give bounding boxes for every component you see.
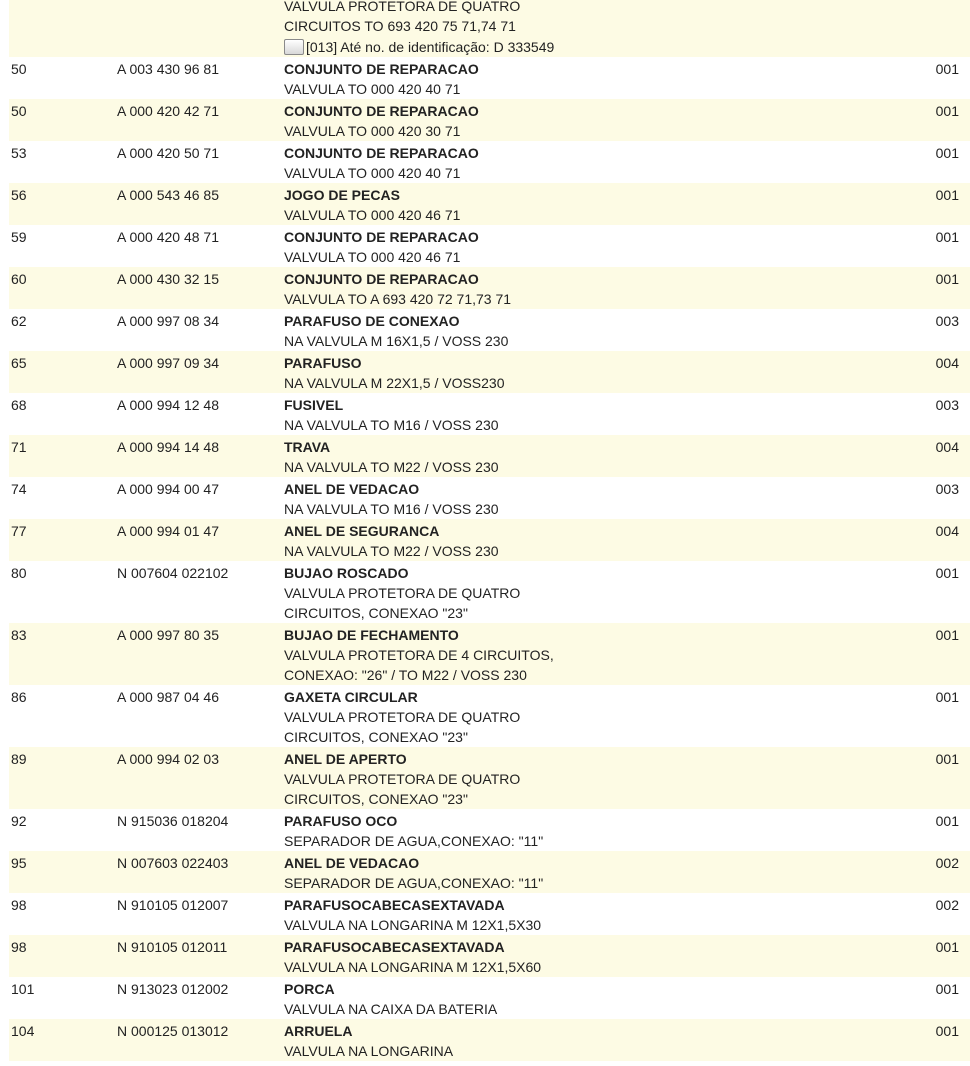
part-name: CONJUNTO DE REPARACAO [284, 271, 479, 287]
description-line: CIRCUITOS, CONEXAO "23" [284, 729, 468, 745]
document-icon[interactable] [284, 39, 304, 55]
position-number: 50 [11, 61, 27, 77]
part-description [284, 851, 970, 893]
position-number: 101 [11, 981, 35, 997]
part-name: PARAFUSOCABECASEXTAVADA [284, 897, 505, 913]
table-row [9, 1019, 970, 1061]
part-name: ANEL DE VEDACAO [284, 855, 420, 871]
position-number: 65 [11, 355, 27, 371]
table-row [9, 141, 970, 183]
part-number[interactable]: N 000125 013012 [117, 1023, 229, 1039]
description-line: VALVULA TO 000 420 40 71 [284, 165, 461, 181]
part-number[interactable]: A 000 994 12 48 [117, 397, 219, 413]
part-description [284, 1019, 970, 1061]
table-row [9, 685, 970, 747]
part-name: BUJAO ROSCADO [284, 565, 409, 581]
quantity: 001 [935, 103, 959, 119]
part-description [284, 477, 970, 519]
part-description [284, 519, 970, 561]
part-description [284, 809, 970, 851]
table-row [9, 225, 970, 267]
table-row [9, 977, 970, 1019]
description-line: VALVULA PROTETORA DE 4 CIRCUITOS, [284, 647, 554, 663]
part-number[interactable]: A 000 997 80 35 [117, 627, 219, 643]
position-number: 59 [11, 229, 27, 245]
part-description [284, 747, 970, 809]
part-description [284, 309, 970, 351]
part-number[interactable]: A 000 997 08 34 [117, 313, 219, 329]
part-description [284, 685, 970, 747]
position-number: 77 [11, 523, 27, 539]
quantity: 001 [935, 565, 959, 581]
description-line: VALVULA PROTETORA DE QUATRO [284, 585, 521, 601]
part-number[interactable]: A 000 430 32 15 [117, 271, 219, 287]
parts-row-continuation [9, 0, 970, 57]
part-name: CONJUNTO DE REPARACAO [284, 103, 479, 119]
part-name: JOGO DE PECAS [284, 187, 400, 203]
part-description [284, 351, 970, 393]
position-number: 53 [11, 145, 27, 161]
table-row [9, 519, 970, 561]
description-line: NA VALVULA TO M22 / VOSS 230 [284, 543, 499, 559]
table-row [9, 935, 970, 977]
quantity: 001 [935, 271, 959, 287]
identification-note[interactable] [284, 37, 970, 57]
quantity: 001 [935, 689, 959, 705]
table-row [9, 183, 970, 225]
description-line: VALVULA TO 000 420 46 71 [284, 249, 461, 265]
position-number: 62 [11, 313, 27, 329]
description-line: NA VALVULA TO M22 / VOSS 230 [284, 459, 499, 475]
part-name: ANEL DE SEGURANCA [284, 523, 440, 539]
description-line: VALVULA PROTETORA DE QUATRO [284, 771, 521, 787]
position-number: 104 [11, 1023, 35, 1039]
position-number: 50 [11, 103, 27, 119]
part-name: CONJUNTO DE REPARACAO [284, 145, 479, 161]
part-number[interactable]: A 000 543 46 85 [117, 187, 219, 203]
table-row [9, 809, 970, 851]
description-line: CONEXAO: "26" / TO M22 / VOSS 230 [284, 667, 527, 683]
table-row [9, 561, 970, 623]
part-number[interactable]: A 000 997 09 34 [117, 355, 219, 371]
position-number: 92 [11, 813, 27, 829]
description-line: NA VALVULA TO M16 / VOSS 230 [284, 501, 499, 517]
table-row [9, 351, 970, 393]
description-line: CIRCUITOS, CONEXAO "23" [284, 791, 468, 807]
position-number: 71 [11, 439, 27, 455]
part-description [284, 435, 970, 477]
table-row [9, 435, 970, 477]
note-text: [013] Até no. de identificação: D 333549 [306, 39, 555, 55]
quantity: 004 [935, 439, 959, 455]
description-line: NA VALVULA TO M16 / VOSS 230 [284, 417, 499, 433]
part-number[interactable]: N 910105 012011 [117, 939, 228, 955]
part-description [284, 623, 970, 685]
quantity: 001 [935, 939, 959, 955]
part-number[interactable]: A 000 987 04 46 [117, 689, 219, 705]
part-number[interactable]: N 007603 022403 [117, 855, 229, 871]
part-number[interactable]: N 913023 012002 [117, 981, 229, 997]
quantity: 001 [935, 627, 959, 643]
part-number[interactable]: A 000 420 42 71 [117, 103, 219, 119]
description-line: NA VALVULA M 16X1,5 / VOSS 230 [284, 333, 509, 349]
part-name: PARAFUSO DE CONEXAO [284, 313, 460, 329]
part-description [284, 99, 970, 141]
part-description [284, 561, 970, 623]
quantity: 004 [935, 523, 959, 539]
position-number: 86 [11, 689, 27, 705]
part-name: ARRUELA [284, 1023, 353, 1039]
description-line: CIRCUITOS, CONEXAO "23" [284, 605, 468, 621]
table-row [9, 623, 970, 685]
table-row [9, 393, 970, 435]
quantity: 001 [935, 981, 959, 997]
quantity: 003 [935, 313, 959, 329]
part-description [284, 893, 970, 935]
position-number: 95 [11, 855, 27, 871]
part-description [284, 267, 970, 309]
part-number[interactable]: A 003 430 96 81 [117, 61, 219, 77]
table-row [9, 267, 970, 309]
description-line: SEPARADOR DE AGUA,CONEXAO: "11" [284, 833, 544, 849]
part-description [284, 977, 970, 1019]
description-line: VALVULA NA LONGARINA [284, 1043, 454, 1059]
quantity: 002 [935, 897, 959, 913]
description-line: VALVULA NA LONGARINA M 12X1,5X60 [284, 959, 542, 975]
table-row [9, 851, 970, 893]
quantity: 001 [935, 229, 959, 245]
table-row [9, 747, 970, 809]
description-line: VALVULA TO 000 420 40 71 [284, 81, 461, 97]
table-row [9, 309, 970, 351]
part-description [284, 393, 970, 435]
part-name: PARAFUSOCABECASEXTAVADA [284, 939, 505, 955]
quantity: 001 [935, 61, 959, 77]
table-row [9, 477, 970, 519]
part-number[interactable]: A 000 994 00 47 [117, 481, 219, 497]
part-name: PARAFUSO OCO [284, 813, 398, 829]
position-number: 80 [11, 565, 27, 581]
part-number[interactable]: A 000 420 50 71 [117, 145, 219, 161]
quantity: 004 [935, 355, 959, 371]
description-line: CIRCUITOS TO 693 420 75 71,74 71 [284, 18, 516, 34]
table-row [9, 57, 970, 99]
position-number: 89 [11, 751, 27, 767]
position-number: 98 [11, 897, 27, 913]
quantity: 003 [935, 481, 959, 497]
part-description [284, 225, 970, 267]
description-line: VALVULA TO A 693 420 72 71,73 71 [284, 291, 512, 307]
part-description [284, 935, 970, 977]
part-name: TRAVA [284, 439, 331, 455]
position-number: 83 [11, 627, 27, 643]
part-name: FUSIVEL [284, 397, 344, 413]
description-line: VALVULA PROTETORA DE QUATRO [284, 0, 521, 14]
description-line: NA VALVULA M 22X1,5 / VOSS230 [284, 375, 505, 391]
part-description [284, 141, 970, 183]
part-number[interactable]: A 000 420 48 71 [117, 229, 219, 245]
description-line: VALVULA NA CAIXA DA BATERIA [284, 1001, 498, 1017]
part-description [284, 183, 970, 225]
position-number: 74 [11, 481, 27, 497]
table-row [9, 99, 970, 141]
description-line: VALVULA TO 000 420 30 71 [284, 123, 461, 139]
description-line: SEPARADOR DE AGUA,CONEXAO: "11" [284, 875, 544, 891]
description-line: VALVULA NA LONGARINA M 12X1,5X30 [284, 917, 542, 933]
part-number[interactable]: N 915036 018204 [117, 813, 229, 829]
description-line: VALVULA PROTETORA DE QUATRO [284, 709, 521, 725]
part-number[interactable]: N 910105 012007 [117, 897, 229, 913]
parts-table-body [9, 57, 970, 1061]
quantity: 002 [935, 855, 959, 871]
position-number: 56 [11, 187, 27, 203]
description-line: VALVULA TO 000 420 46 71 [284, 207, 461, 223]
table-row [9, 893, 970, 935]
quantity: 001 [935, 1023, 959, 1039]
part-name: GAXETA CIRCULAR [284, 689, 418, 705]
part-name: BUJAO DE FECHAMENTO [284, 627, 459, 643]
quantity: 001 [935, 813, 959, 829]
part-number[interactable]: N 007604 022102 [117, 565, 229, 581]
part-name: PORCA [284, 981, 335, 997]
part-name: CONJUNTO DE REPARACAO [284, 61, 479, 77]
position-number: 98 [11, 939, 27, 955]
part-name: ANEL DE APERTO [284, 751, 407, 767]
position-number: 60 [11, 271, 27, 287]
parts-list [9, 0, 970, 1061]
part-name: PARAFUSO [284, 355, 362, 371]
part-number[interactable]: A 000 994 01 47 [117, 523, 219, 539]
part-name: ANEL DE VEDACAO [284, 481, 420, 497]
part-number[interactable]: A 000 994 02 03 [117, 751, 219, 767]
part-description [284, 57, 970, 99]
part-description [284, 0, 970, 57]
quantity: 001 [935, 145, 959, 161]
quantity: 001 [935, 187, 959, 203]
part-number[interactable]: A 000 994 14 48 [117, 439, 219, 455]
quantity: 003 [935, 397, 959, 413]
position-number: 68 [11, 397, 27, 413]
quantity: 001 [935, 751, 959, 767]
part-name: CONJUNTO DE REPARACAO [284, 229, 479, 245]
